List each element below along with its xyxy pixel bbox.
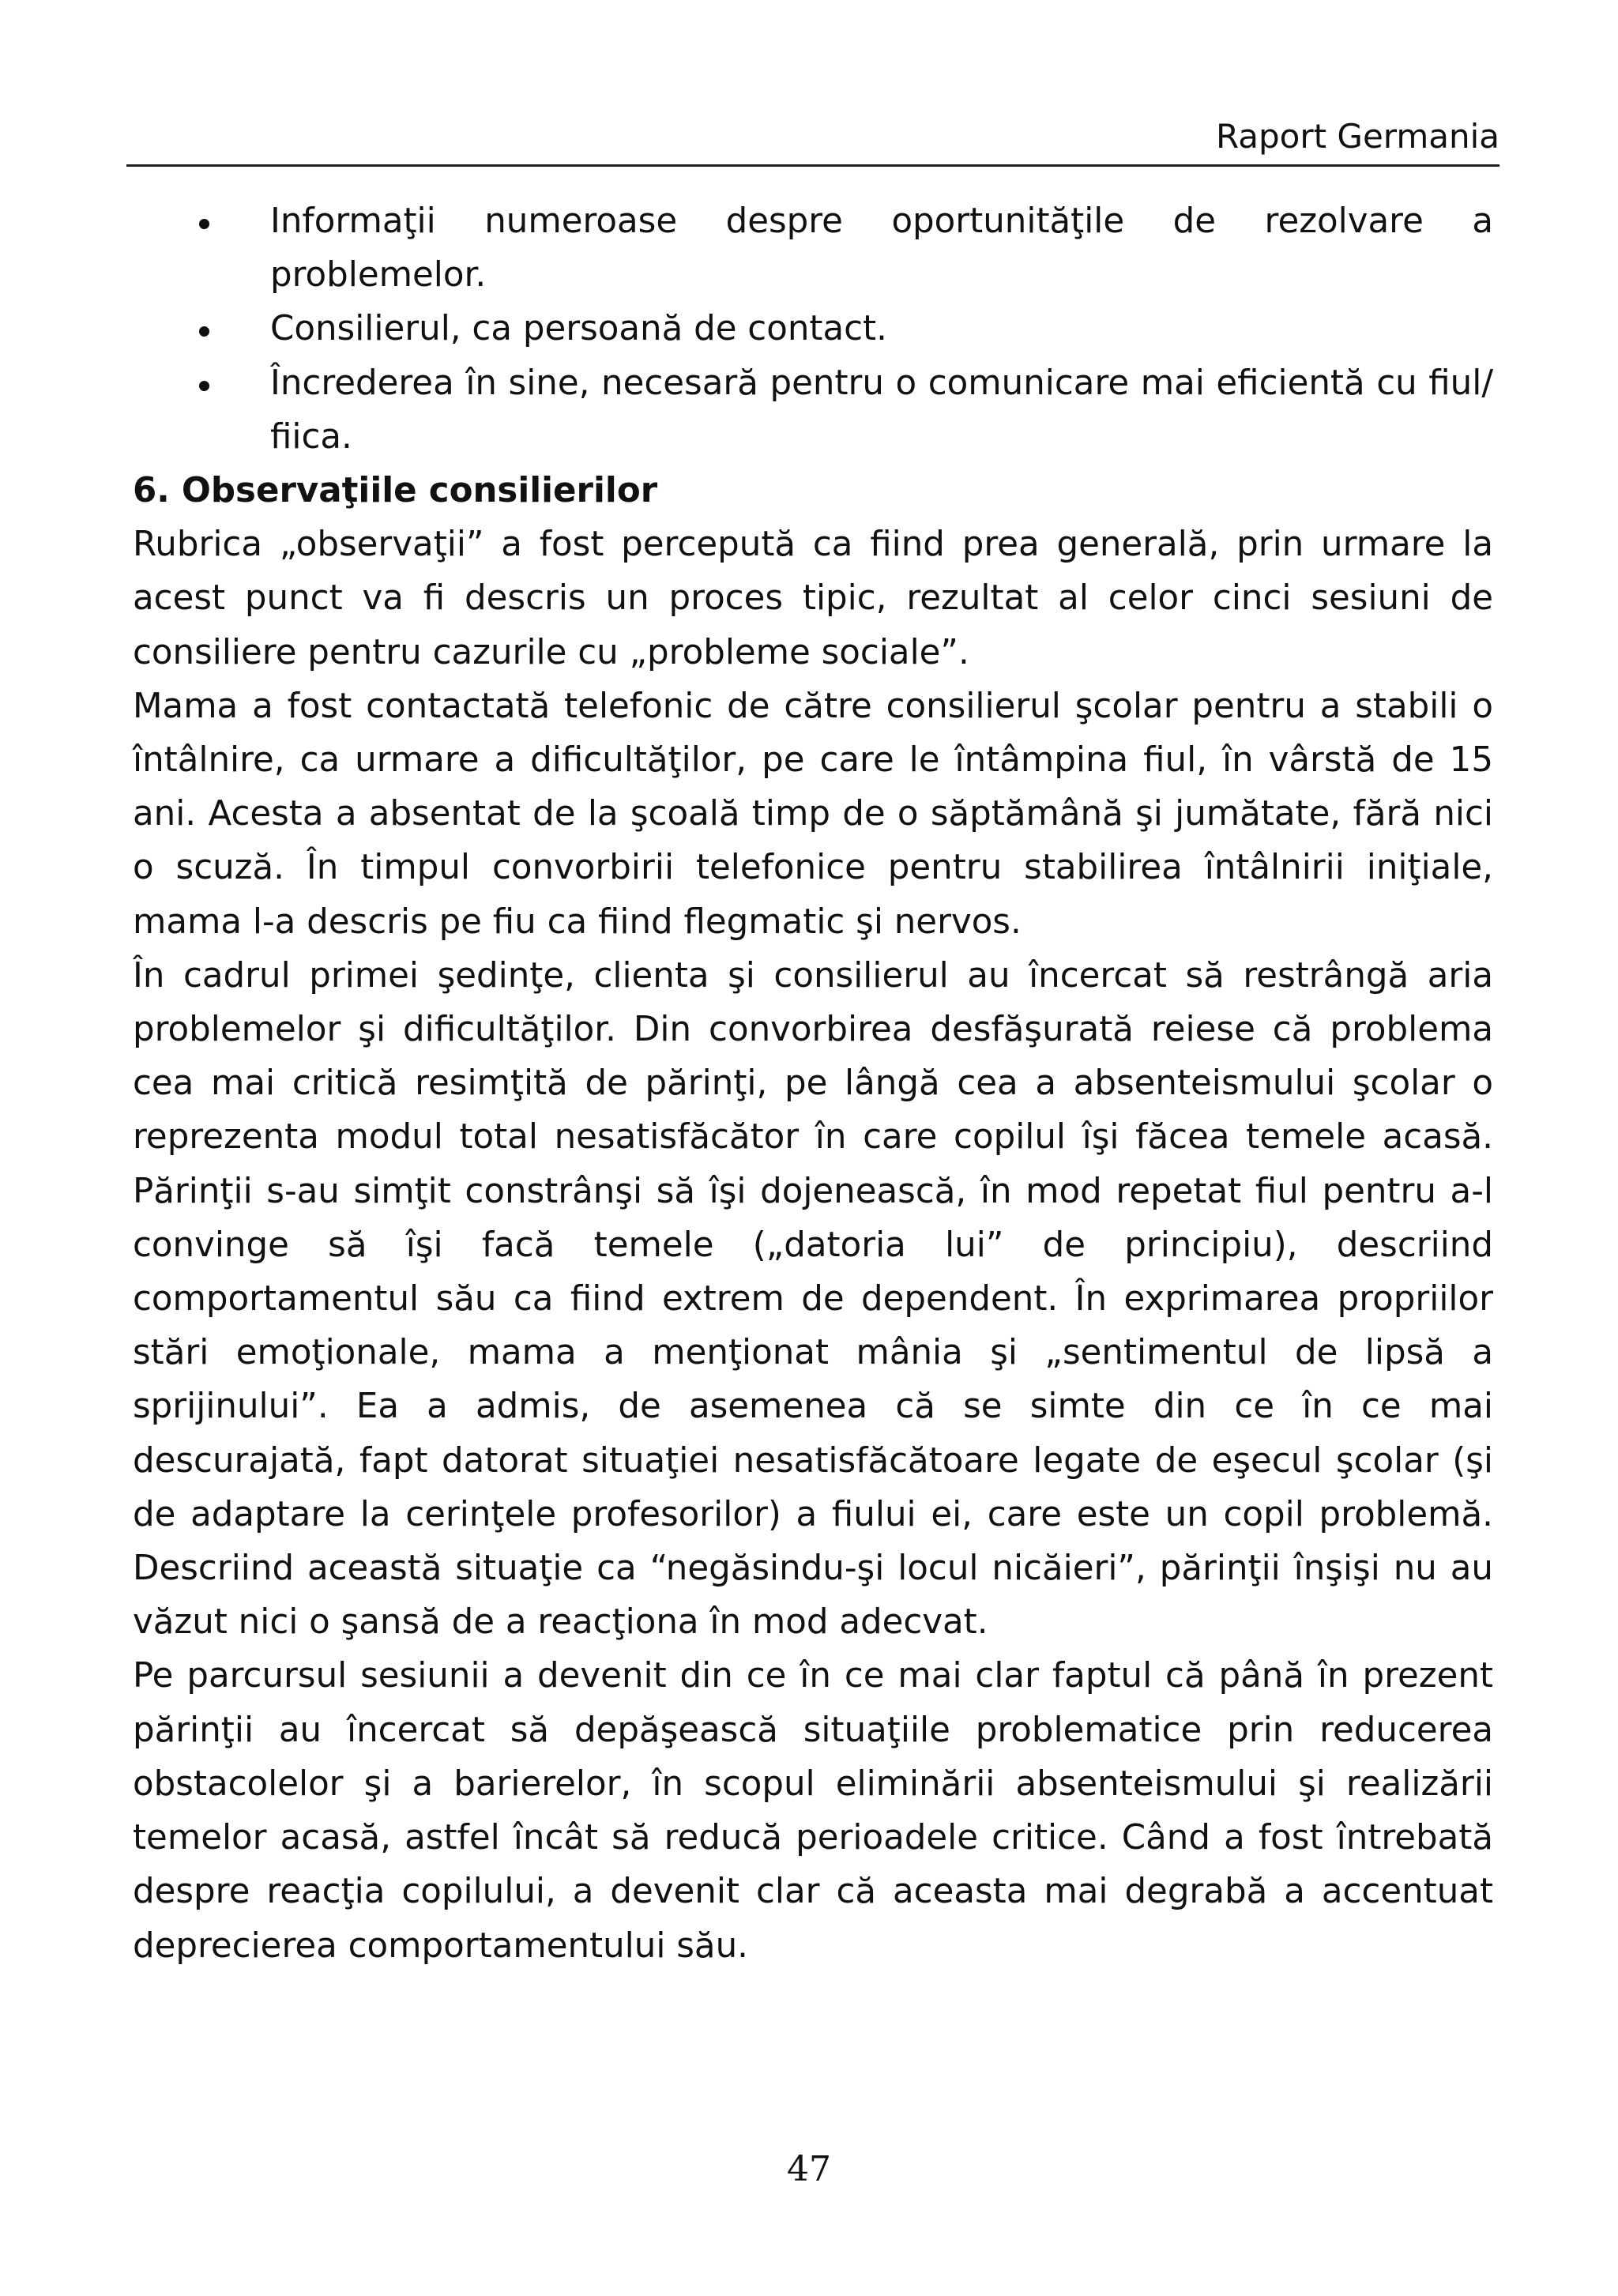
bullet-text: Informaţii numeroase despre oportunităţile de rezolvare a problemelor. — [270, 201, 1493, 295]
running-title: Raport Germania — [1215, 117, 1499, 156]
bullet-item — [133, 302, 1493, 356]
paragraph: Pe parcursul sesiunii a devenit din ce în ce mai clar faptul că până în prezent părinţii au încercat să depăşească situaţiile problematice prin reducerea obstacolelor şi a barierelor, în scopul eliminării absenteismului şi realizării temelor acasă, astfel încât să reducă perioadele critice. Când a fost întrebată despre reacţia copilului, a devenit clar că aceasta mai degrabă a accentuat deprecierea comportamentului său. — [133, 1656, 1493, 1966]
page-number: 47 — [787, 2149, 831, 2189]
bullet-dot-icon — [199, 381, 209, 391]
bullet-list — [133, 194, 1493, 464]
section-heading: 6. Observaţiile consilierilor — [133, 471, 658, 511]
page-body — [133, 194, 1493, 1973]
bullet-dot-icon — [199, 219, 209, 229]
paragraph: Mama a fost contactată telefonic de către consilierul şcolar pentru a stabili o întâlnire, ca urmare a dificultăţilor, pe care le întâmpina fiul, în vârstă de 15 ani. Acesta a absentat de la şcoală timp de o săptămână şi jumătate, fără nici o scuză. În timpul convorbirii telefonice pentru stabilirea întâlnirii iniţiale, mama l-a descris pe fiu ca fiind flegmatic şi nervos. — [133, 686, 1493, 942]
bullet-dot-icon — [199, 326, 209, 337]
page-header — [126, 111, 1499, 167]
paragraph: În cadrul primei şedinţe, clienta şi consilierul au încercat să restrângă aria problemelor şi dificultăţilor. Din convorbirea desfăşurată reiese că problema cea mai critică resimţită de părinţi, pe lângă cea a absenteismului şcolar o reprezenta modul total nesatisfăcător în care copilul îşi făcea temele acasă. Părinţii s-au simţit constrânşi să îşi dojenească, în mod repetat fiul pentru a-l convinge să îşi facă temele („datoria lui” de principiu), descriind comportamentul său ca fiind extrem de dependent. În exprimarea propriilor stări emoţionale, mama a menţionat mânia şi „sentimentul de lipsă a sprijinului”. Ea a admis, de asemenea că se simte din ce în ce mai descurajată, fapt datorat situaţiei nesatisfăcătoare legate de eşecul şcolar (şi de adaptare la cerinţele profesorilor) a fiului ei, care este un copil problemă. Descriind această situaţie ca “negăsindu-şi locul nicăieri”, părinţii înşişi nu au văzut nici o şansă de a reacţiona în mod adecvat. — [133, 955, 1493, 1643]
bullet-text: Consilierul, ca persoană de contact. — [270, 309, 887, 349]
bullet-item — [133, 356, 1493, 464]
bullet-text: Încrederea în sine, necesară pentru o comunicare mai eficientă cu fiul/ fiica. — [270, 363, 1493, 457]
paragraph: Rubrica „observaţii” a fost percepută ca fiind prea generală, prin urmare la acest punct va fi descris un proces tipic, rezultat al celor cinci sesiuni de consiliere pentru cazurile cu „probleme sociale”. — [133, 525, 1493, 672]
bullet-item — [133, 194, 1493, 302]
